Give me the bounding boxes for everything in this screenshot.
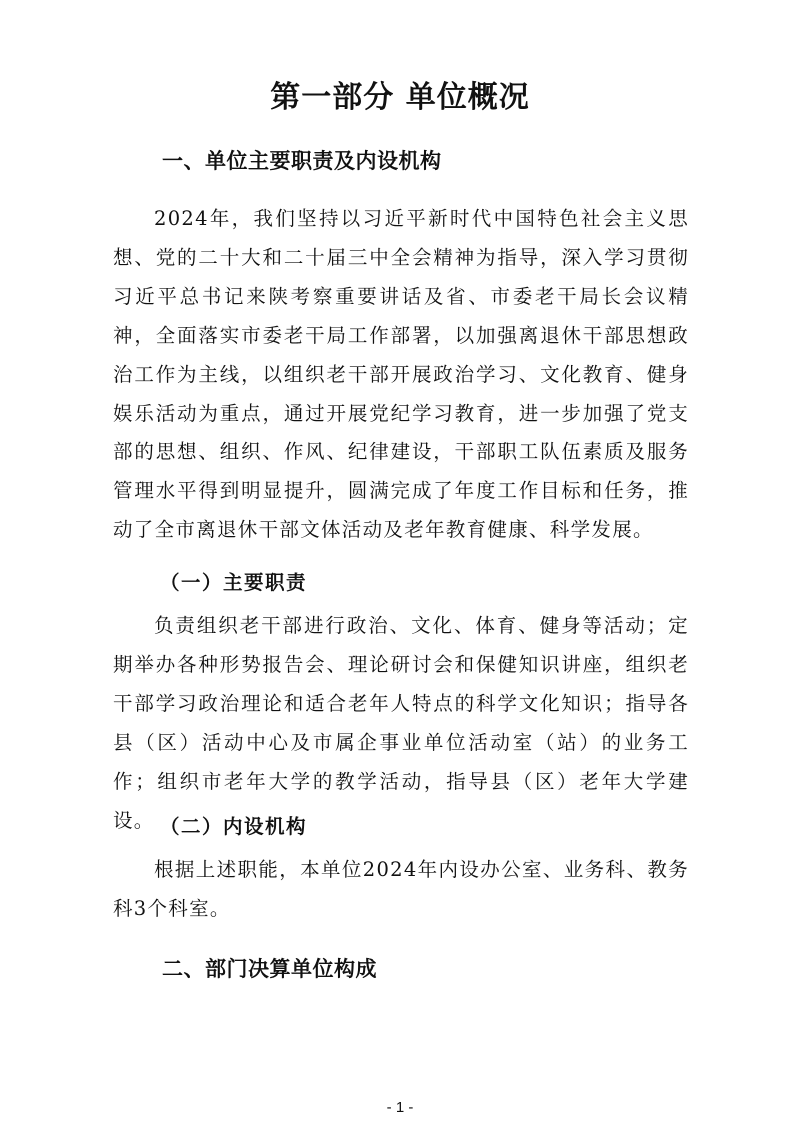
subheading-main-duties: （一）主要职责 — [160, 571, 308, 594]
main-duties-paragraph: 负责组织老干部进行政治、文化、体育、健身等活动；定期举办各种形势报告会、理论研讨会和保健知识讲座，组织老干部学习政治理论和适合老年人特点的科学文化知识；指导各县（区）活动中心及市属企事业单位活动室（站）的业务工作；组织市老年大学的教学活动，指导县（区）老年大学建设。 — [113, 614, 689, 832]
section-heading-duties-and-structure: 一、单位主要职责及内设机构 — [162, 149, 442, 173]
subheading-internal-structure: （二）内设机构 — [160, 815, 308, 838]
internal-structure-paragraph: 根据上述职能，本单位2024年内设办公室、业务科、教务科3个科室。 — [113, 858, 689, 920]
page-title: 第一部分 单位概况 — [270, 80, 530, 115]
section-heading-unit-composition: 二、部门决算单位构成 — [162, 957, 377, 981]
intro-paragraph: 2024年，我们坚持以习近平新时代中国特色社会主义思想、党的二十大和二十届三中全会精神为指导，深入学习贯彻习近平总书记来陕考察重要讲话及省、市委老干局长会议精神，全面落实市委老干局工作部署，以加强离退休干部思想政治工作为主线，以组织老干部开展政治学习、文化教育、健身娱乐活动为重点，通过开展党纪学习教育，进一步加强了党支部的思想、组织、作风、纪律建设，干部职工队伍素质及服务管理水平得到明显提升，圆满完成了年度工作目标和任务，推动了全市离退休干部文体活动及老年教育健康、科学发展。 — [113, 207, 689, 542]
page-number: - 1 - — [386, 1099, 414, 1116]
